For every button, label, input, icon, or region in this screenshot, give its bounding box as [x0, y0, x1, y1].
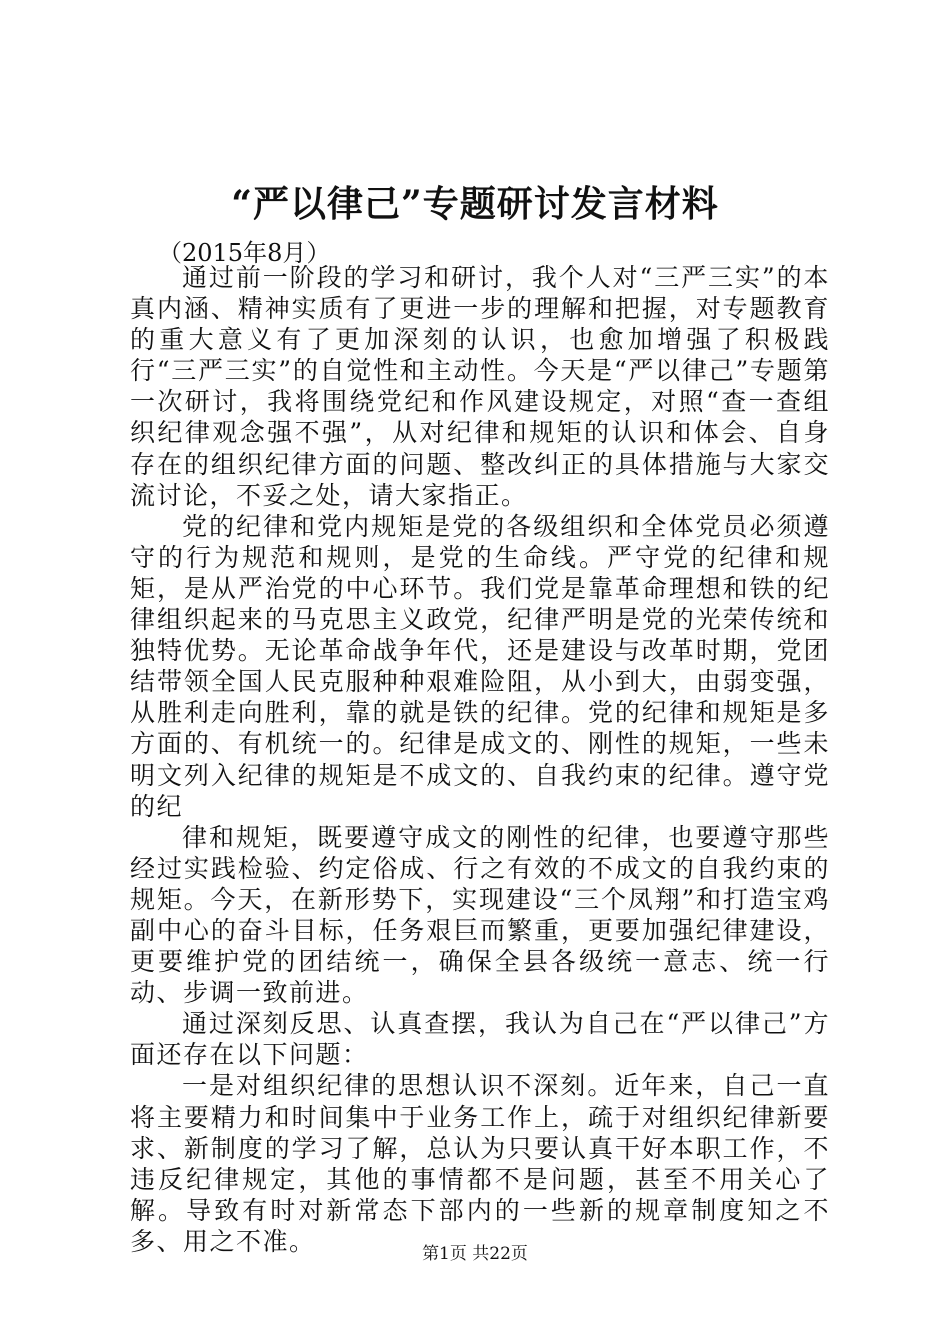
- document-title: “严以律己”专题研讨发言材料: [231, 183, 719, 225]
- paragraph: 一是对组织纪律的思想认识不深刻。近年来，自己一直将主要精力和时间集中于业务工作上，疏于对组织纪律新要求、新制度的学习了解，总认为只要认真干好本职工作，不违反纪律规定，其他的事情都不是问题，甚至不用关心了解。导致有时对新常态下部内的一些新的规章制度知之不多、用之不准。: [130, 1071, 830, 1256]
- document-body: [130, 262, 830, 1257]
- paragraph: 通过深刻反思、认真查摆，我认为自己在“严以律己”方面还存在以下问题：: [130, 1009, 830, 1070]
- page-footer: 第1页 共22页: [422, 1244, 528, 1264]
- paragraph: 律和规矩，既要遵守成文的刚性的纪律，也要遵守那些经过实践检验、约定俗成、行之有效的不成文的自我约束的规矩。今天，在新形势下，实现建设“三个凤翔”和打造宝鸡副中心的奋斗目标，任务艰巨而繁重，更要加强纪律建设，更要维护党的团结统一，确保全县各级统一意志、统一行动、步调一致前进。: [130, 822, 830, 1008]
- document-date: （2015年8月）: [158, 239, 331, 267]
- paragraph: 党的纪律和党内规矩是党的各级组织和全体党员必须遵守的行为规范和规则，是党的生命线。严守党的纪律和规矩，是从严治党的中心环节。我们党是靠革命理想和铁的纪律组织起来的马克思主义政党，纪律严明是党的光荣传统和独特优势。无论革命战争年代，还是建设与改革时期，党团结带领全国人民克服种种艰难险阻，从小到大，由弱变强，从胜利走向胜利，靠的就是铁的纪律。党的纪律和规矩是多方面的、有机统一的。纪律是成文的、刚性的规矩，一些未明文列入纪律的规矩是不成文的、自我约束的纪律。遵守党的纪: [130, 511, 830, 821]
- paragraph: 通过前一阶段的学习和研讨，我个人对“三严三实”的本真内涵、精神实质有了更进一步的理解和把握，对专题教育的重大意义有了更加深刻的认识，也愈加增强了积极践行“三严三实”的自觉性和主动性。今天是“严以律己”专题第一次研讨，我将围绕党纪和作风建设规定，对照“查一查组织纪律观念强不强”，从对纪律和规矩的认识和体会、自身存在的组织纪律方面的问题、整改纠正的具体措施与大家交流讨论，不妥之处，请大家指正。: [130, 263, 830, 510]
